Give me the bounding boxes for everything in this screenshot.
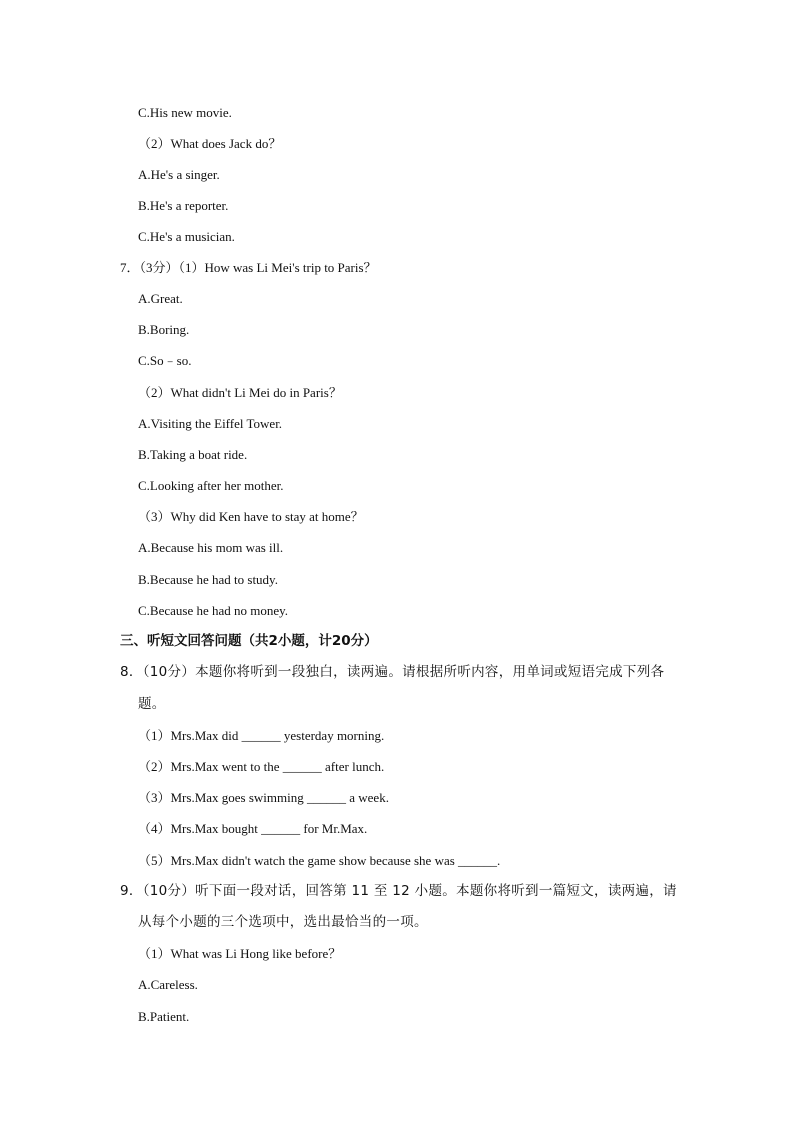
- q9-instruction-line-2: 从每个小题的三个选项中，选出最恰当的一项。: [138, 914, 428, 930]
- q8-4-blank: （4）Mrs.Max bought ______ for Mr.Max.: [138, 821, 368, 836]
- q7-1-option-c: C.So﹣so.: [138, 353, 192, 368]
- q7-3-option-a: A.Because his mom was ill.: [138, 540, 284, 555]
- q7-1-option-a: A.Great.: [138, 291, 183, 306]
- q7-2-option-b: B.Taking a boat ride.: [138, 447, 248, 462]
- q9-1-question: （1）What was Li Hong like before？: [138, 946, 342, 961]
- q8-2-blank: （2）Mrs.Max went to the ______ after lunch.: [138, 759, 385, 774]
- q7-2-option-c: C.Looking after her mother.: [138, 478, 284, 493]
- q7-3-option-b: B.Because he had to study.: [138, 572, 278, 587]
- section-three-heading: 三、听短文回答问题（共2小题，计20分）: [120, 633, 378, 649]
- q8-instruction-line-2: 题。: [138, 696, 166, 712]
- q7-2-option-a: A.Visiting the Eiffel Tower.: [138, 416, 283, 431]
- q6-2-option-b: B.He's a reporter.: [138, 198, 229, 213]
- q8-5-blank: （5）Mrs.Max didn't watch the game show because she was ______.: [138, 853, 501, 868]
- q7-3-option-c: C.Because he had no money.: [138, 603, 289, 618]
- q8-3-blank: （3）Mrs.Max goes swimming ______ a week.: [138, 790, 389, 805]
- q7-3-question: （3）Why did Ken have to stay at home？: [138, 509, 364, 524]
- q8-1-blank: （1）Mrs.Max did ______ yesterday morning.: [138, 728, 385, 743]
- q9-instruction-line-1: 9．（10分）听下面一段对话，回答第 11 至 12 小题。本题你将听到一篇短文，读两遍，请: [120, 883, 677, 899]
- q6-2-option-c: C.He's a musician.: [138, 229, 235, 244]
- q6-2-option-a: A.He's a singer.: [138, 167, 220, 182]
- q9-1-option-a: A.Careless.: [138, 977, 198, 992]
- q7-2-question: （2）What didn't Li Mei do in Paris？: [138, 385, 342, 400]
- q6-1-option-c: C.His new movie.: [138, 105, 232, 120]
- q7-1-option-b: B.Boring.: [138, 322, 190, 337]
- q8-instruction-line-1: 8．（10分）本题你将听到一段独白，读两遍。请根据所听内容，用单词或短语完成下列各: [120, 664, 665, 680]
- q6-2-question: （2）What does Jack do？: [138, 136, 282, 151]
- q7-header: 7．（3分）（1）How was Li Mei's trip to Paris？: [120, 260, 377, 275]
- q9-1-option-b: B.Patient.: [138, 1009, 190, 1024]
